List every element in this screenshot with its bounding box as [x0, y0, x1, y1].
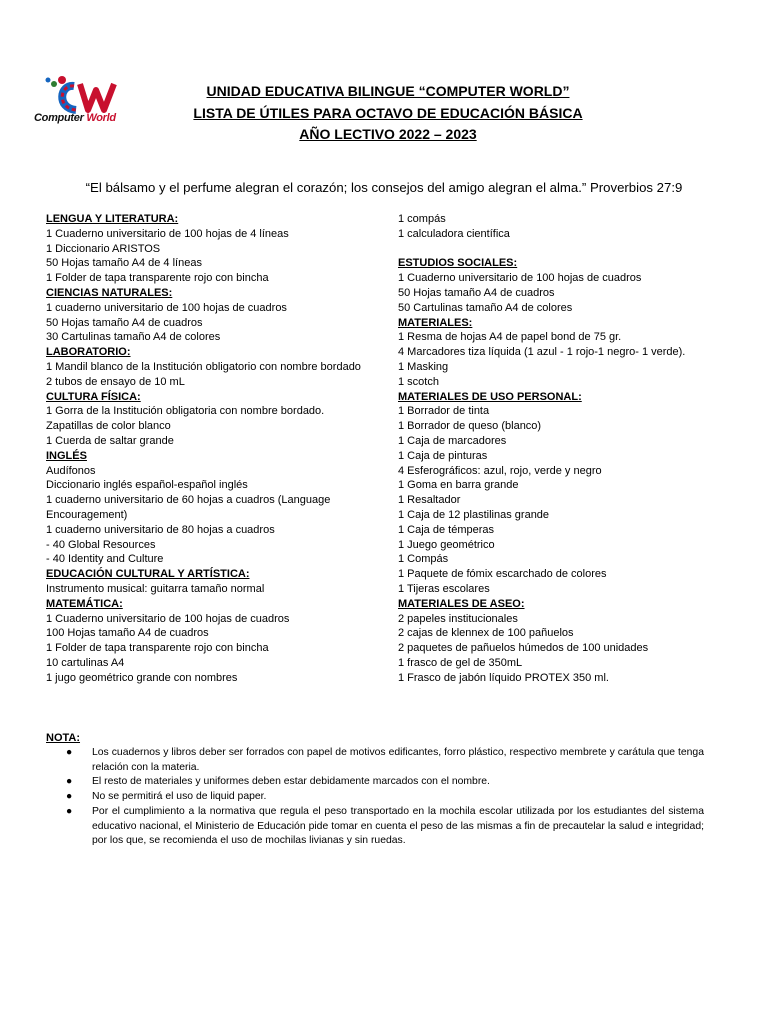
supply-item: - 40 Identity and Culture [46, 553, 164, 566]
supply-item: Instrumento musical: guitarra tamaño normal [46, 582, 265, 595]
supply-item: 1 jugo geométrico grande con nombres [46, 671, 238, 684]
supply-item: 1 Juego geométrico [398, 538, 495, 551]
section-heading: LENGUA Y LITERATURA: [46, 213, 179, 225]
school-name-title: UNIDAD EDUCATIVA BILINGUE “COMPUTER WORLD” [206, 83, 570, 99]
blank-line [398, 242, 698, 257]
supply-item: 2 paquetes de pañuelos húmedos de 100 unidades [398, 642, 649, 655]
logo-text-main: Computer [34, 112, 84, 124]
supply-item: 30 Cartulinas tamaño A4 de colores [46, 331, 221, 344]
section-heading: CULTURA FÍSICA: [46, 390, 141, 403]
supply-item: 50 Hojas tamaño A4 de 4 líneas [46, 257, 202, 270]
supply-item: 1 Folder de tapa transparente rojo con bincha [46, 272, 269, 285]
section-heading: MATERIALES DE USO PERSONAL: [398, 390, 582, 403]
supply-item: 1 Caja de témperas [398, 523, 494, 536]
supply-item: 1 calculadora científica [398, 227, 510, 240]
supply-item: 1 Frasco de jabón líquido PROTEX 350 ml. [398, 671, 609, 684]
section-heading: CIENCIAS NATURALES: [46, 286, 173, 299]
section-heading: LABORATORIO: [46, 346, 131, 359]
section-heading: MATERIALES DE ASEO: [398, 597, 525, 610]
supply-item: 1 Mandil blanco de la Institución obligatorio con nombre bordado [46, 360, 361, 373]
note-item [66, 805, 704, 849]
supply-item: 1 frasco de gel de 350mL [398, 656, 523, 669]
note-list [66, 746, 704, 849]
supply-item: 1 Masking [398, 360, 449, 373]
list-title: LISTA DE ÚTILES PARA OCTAVO DE EDUCACIÓN BÁSICA [193, 105, 583, 121]
school-logo [34, 72, 134, 132]
supply-item: 1 Caja de pinturas [398, 449, 488, 462]
supply-item: 1 Paquete de fómix escarchado de colores [398, 568, 607, 581]
supply-item: 1 Folder de tapa transparente rojo con bincha [46, 642, 269, 655]
supply-item: 1 Borrador de queso (blanco) [398, 420, 542, 433]
supply-item: 1 cuaderno universitario de 80 hojas a cuadros [46, 523, 275, 536]
supply-item: 1 compás [398, 213, 446, 225]
supply-item: - 40 Global Resources [46, 538, 156, 551]
supply-item: 2 papeles institucionales [398, 612, 518, 625]
note-item [66, 775, 704, 790]
note-item [66, 790, 704, 805]
note-text: El resto de materiales y uniformes deben estar debidamente marcados con el nombre. [92, 776, 490, 788]
bullet-icon: ● [66, 805, 73, 817]
supply-item: 50 Cartulinas tamaño A4 de colores [398, 301, 573, 314]
logo-text-accent: World [86, 112, 116, 124]
supply-item: 1 cuaderno universitario de 100 hojas de cuadros [46, 301, 287, 314]
supply-item: Diccionario inglés español-español inglés [46, 479, 248, 492]
note-text: No se permitirá el uso de liquid paper. [92, 791, 267, 803]
section-heading: MATEMÁTICA: [46, 597, 123, 610]
supply-item: 1 Goma en barra grande [398, 479, 519, 492]
supply-item: 1 Cuaderno universitario de 100 hojas de cuadros [398, 272, 642, 285]
supply-item: 1 Cuaderno universitario de 100 hojas de 4 líneas [46, 227, 289, 240]
supply-item: 1 Diccionario ARISTOS [46, 242, 161, 255]
note-text: Por el cumplimiento a la normativa que regula el peso transportado en la mochila escolar utilizada por los estudiantes del sistema educativo nacional, el Ministerio de Educación pide tomar en cuenta el peso de las mismas a fin de precautelar la salud e integridad; por los que, se recomienda el uso de mochilas livianas y sin ruedas. [92, 805, 704, 847]
note-item [66, 746, 704, 775]
supply-item: 100 Hojas tamaño A4 de cuadros [46, 627, 209, 640]
section-heading: ESTUDIOS SOCIALES: [398, 257, 518, 270]
supply-item: 1 Tijeras escolares [398, 582, 490, 595]
section-heading: INGLÉS [46, 449, 87, 462]
supply-item: 2 tubos de ensayo de 10 mL [46, 375, 185, 388]
supply-item: 2 cajas de klennex de 100 pañuelos [398, 627, 574, 640]
supply-item: 50 Hojas tamaño A4 de cuadros [46, 316, 203, 329]
supply-item: Audífonos [46, 464, 96, 477]
supply-item: 1 Caja de 12 plastilinas grande [398, 508, 550, 521]
note-text: Los cuadernos y libros deber ser forrados con papel de motivos edificantes, forro plástico, respectivo membrete y carátula que tenga relación con la materia. [92, 747, 704, 773]
supply-item: 1 Cuerda de saltar grande [46, 434, 174, 447]
supply-item: 50 Hojas tamaño A4 de cuadros [398, 286, 555, 299]
supply-item: 1 Gorra de la Institución obligatoria con nombre bordado. [46, 405, 325, 418]
supply-item: 1 Caja de marcadores [398, 434, 507, 447]
supply-item: 1 Resaltador [398, 494, 461, 507]
note-title: NOTA: [46, 732, 81, 744]
supply-item: 1 Borrador de tinta [398, 405, 490, 418]
proverb-quote: “El bálsamo y el perfume alegran el corazón; los consejos del amigo alegran el alma.” Proverbios 27:9 [85, 180, 683, 195]
school-year-title: AÑO LECTIVO 2022 – 2023 [299, 126, 477, 142]
supplies-right-column [398, 212, 698, 686]
supply-item: Zapatillas de color blanco [46, 420, 171, 433]
supply-item: 1 scotch [398, 375, 439, 388]
supply-item: 1 Resma de hojas A4 de papel bond de 75 gr. [398, 331, 622, 344]
supply-item: 1 cuaderno universitario de 60 hojas a cuadros (Language Encouragement) [46, 494, 331, 521]
section-heading: EDUCACIÓN CULTURAL Y ARTÍSTICA: [46, 568, 250, 581]
bullet-icon: ● [66, 791, 73, 803]
supply-item: 1 Compás [398, 553, 449, 566]
supply-item: 4 Marcadores tiza líquida (1 azul - 1 rojo-1 negro- 1 verde). [398, 346, 686, 359]
supply-item: 1 Cuaderno universitario de 100 hojas de cuadros [46, 612, 290, 625]
supply-item: 10 cartulinas A4 [46, 656, 125, 669]
bullet-icon: ● [66, 747, 73, 758]
bullet-icon: ● [66, 776, 73, 788]
supplies-left-column [46, 212, 366, 686]
section-heading: MATERIALES: [398, 316, 473, 329]
supply-item: 4 Esferográficos: azul, rojo, verde y negro [398, 464, 602, 477]
